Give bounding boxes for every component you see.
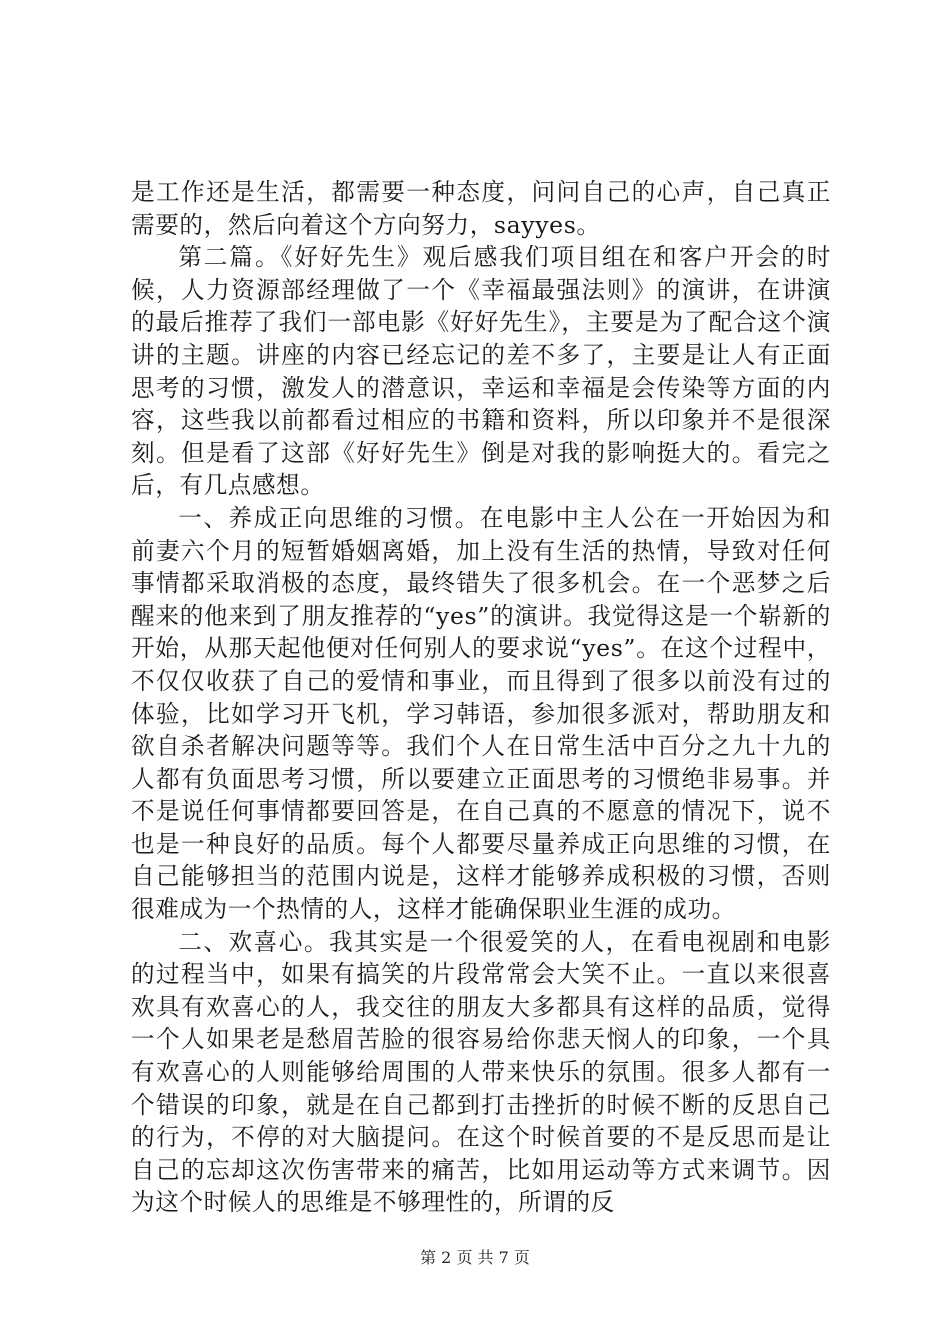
page-footer: 第 2 页 共 7 页 xyxy=(420,1248,530,1267)
paragraph-3: 一、养成正向思维的习惯。在电影中主人公在一开始因为和前妻六个月的短暂婚姻离婚，加上没有生活的热情，导致对任何事情都采取消极的态度，最终错失了很多机会。在一个恶梦之后醒来的他来到了朋友推荐的“yes”的演讲。我觉得这是一个崭新的开始，从那天起他便对任何别人的要求说“yes”。在这个过程中，不仅仅收获了自己的爱情和事业，而且得到了很多以前没有过的体验，比如学习开飞机，学习韩语，参加很多派对，帮助朋友和欲自杀者解决问题等等。我们个人在日常生活中百分之九十九的人都有负面思考习惯，所以要建立正面思考的习惯绝非易事。并不是说任何事情都要回答是，在自己真的不愿意的情况下，说不也是一种良好的品质。每个人都要尽量养成正向思维的习惯，在自己能够担当的范围内说是，这样才能够养成积极的习惯，否则很难成为一个热情的人，这样才能确保职业生涯的成功。 xyxy=(131,503,831,924)
paragraph-2: 第二篇。《好好先生》观后感我们项目组在和客户开会的时候，人力资源部经理做了一个《幸福最强法则》的演讲，在讲演的最后推荐了我们一部电影《好好先生》，主要是为了配合这个演讲的主题。讲座的内容已经忘记的差不多了，主要是让人有正面思考的习惯，激发人的潜意识，幸运和幸福是会传染等方面的内容，这些我以前都看过相应的书籍和资料，所以印象并不是很深刻。但是看了这部《好好先生》倒是对我的影响挺大的。看完之后，有几点感想。 xyxy=(131,243,831,500)
document-body xyxy=(131,176,831,1219)
paragraph-1: 是工作还是生活，都需要一种态度，问问自己的心声，自己真正需要的，然后向着这个方向努力，sayyes。 xyxy=(131,178,831,239)
paragraph-4: 二、欢喜心。我其实是一个很爱笑的人，在看电视剧和电影的过程当中，如果有搞笑的片段常常会大笑不止。一直以来很喜欢具有欢喜心的人，我交往的朋友大多都具有这样的品质，觉得一个人如果老是愁眉苦脸的很容易给你悲天悯人的印象，一个具有欢喜心的人则能够给周围的人带来快乐的氛围。很多人都有一个错误的印象，就是在自己都到打击挫折的时候不断的反思自己的行为，不停的对大脑提问。在这个时候首要的不是反思而是让自己的忘却这次伤害带来的痛苦，比如用运动等方式来调节。因为这个时候人的思维是不够理性的，所谓的反 xyxy=(131,927,831,1217)
